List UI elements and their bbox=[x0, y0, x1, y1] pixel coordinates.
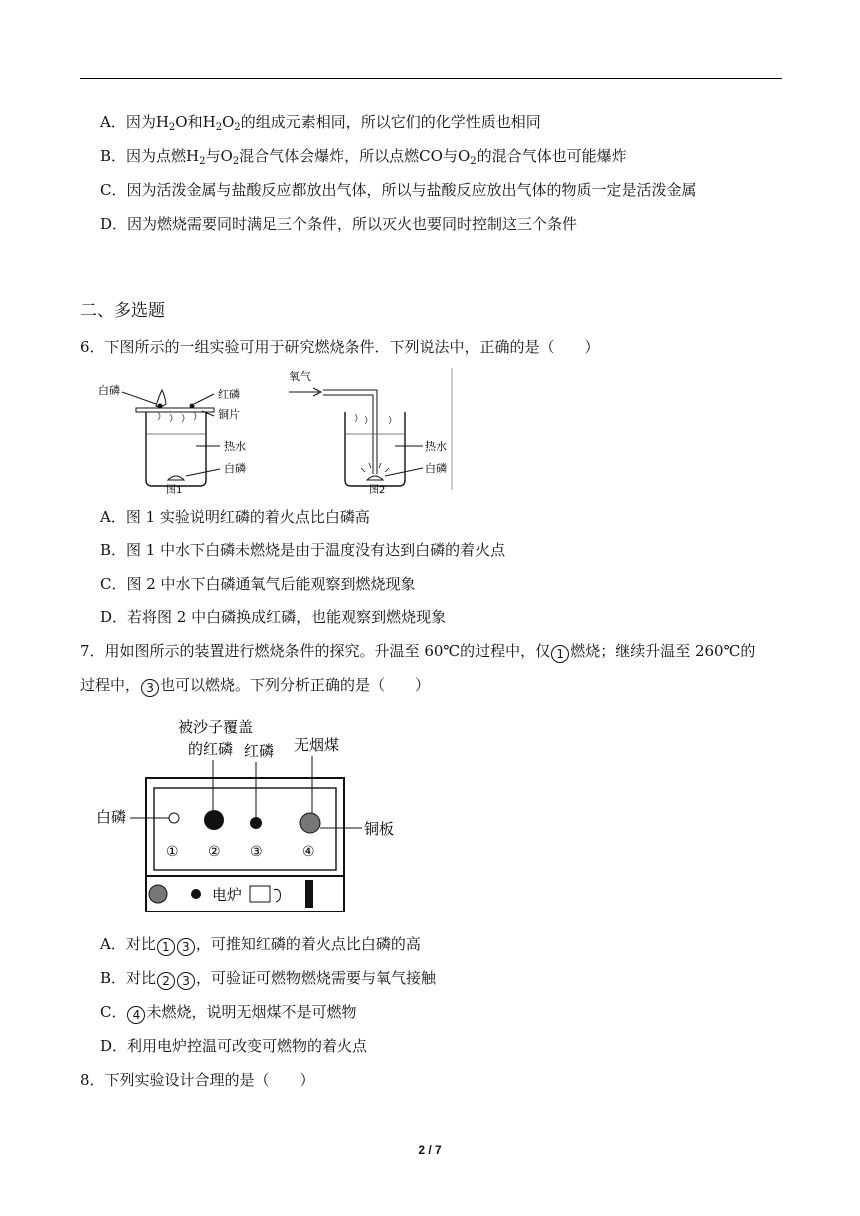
q5-option-b: B．因为点燃$H_2$与$O_2$混合气体会爆炸，所以点燃CO与$O_2$的混合气体也可能爆炸 bbox=[100, 147, 627, 167]
q5-option-d: D．因为燃烧需要同时满足三个条件，所以灭火也要同时控制这三个条件 bbox=[100, 215, 578, 233]
q7-option-d: D．利用电炉控温可改变可燃物的着火点 bbox=[100, 1037, 368, 1055]
q5-option-a: A．因为$H_2O$和$H_2O_2$的组成元素相同，所以它们的化学性质也相同 bbox=[100, 113, 541, 133]
red-phosphorus-dot bbox=[190, 404, 195, 409]
smokeless-coal-sample bbox=[300, 813, 320, 833]
svg-text:图1: 图1 bbox=[166, 485, 183, 494]
svg-text:红磷: 红磷 bbox=[244, 742, 275, 760]
svg-text:红磷: 红磷 bbox=[218, 388, 240, 401]
circled-number: 1 bbox=[551, 645, 569, 663]
q7-option-c: C． 4 未燃烧，说明无烟煤不是可燃物 bbox=[100, 1003, 357, 1022]
q5-option-c: C．因为活泼金属与盐酸反应都放出气体，所以与盐酸反应放出气体的物质一定是活泼金属 bbox=[100, 181, 697, 199]
white-phosphorus-sample bbox=[169, 813, 179, 823]
svg-text:热水: 热水 bbox=[425, 440, 447, 453]
svg-text:电炉: 电炉 bbox=[212, 886, 243, 904]
svg-text:图2: 图2 bbox=[369, 485, 386, 494]
section-heading: 二、多选题 bbox=[80, 301, 165, 321]
q8-stem: 8．下列实验设计合理的是（ ） bbox=[80, 1071, 315, 1089]
sand-covered-red-phosphorus-sample bbox=[204, 810, 224, 830]
q6-option-b: B．图 1 中水下白磷未燃烧是由于温度没有达到白磷的着火点 bbox=[100, 541, 506, 559]
q7-stem-line1: 7．用如图所示的装置进行燃烧条件的探究。升温至 60℃的过程中，仅 1 燃烧；继续升温至 260℃的 bbox=[80, 642, 756, 661]
white-phosphorus-dot bbox=[158, 404, 163, 409]
red-phosphorus-sample bbox=[250, 817, 262, 829]
switch-icon bbox=[305, 880, 313, 908]
svg-text:②: ② bbox=[208, 844, 221, 860]
q6-stem: 6．下图所示的一组实验可用于研究燃烧条件．下列说法中，正确的是（ ） bbox=[80, 338, 600, 356]
q6-figure-1 bbox=[96, 368, 266, 498]
circled-number: 3 bbox=[141, 679, 159, 697]
q6-option-a: A．图 1 实验说明红磷的着火点比白磷高 bbox=[100, 508, 370, 526]
svg-text:①: ① bbox=[166, 844, 179, 860]
svg-text:铜片: 铜片 bbox=[218, 408, 240, 421]
page-number: 2 / 7 bbox=[418, 1143, 442, 1157]
svg-text:白磷: 白磷 bbox=[98, 384, 120, 397]
svg-text:白磷: 白磷 bbox=[224, 462, 246, 475]
svg-text:白磷: 白磷 bbox=[425, 462, 447, 475]
q7-stem-line2: 过程中， 3 也可以燃烧。下列分析正确的是（ ） bbox=[80, 676, 431, 695]
display-icon bbox=[250, 886, 270, 902]
oxygen-tube bbox=[323, 390, 377, 474]
svg-text:④: ④ bbox=[302, 844, 315, 860]
q6-figure-2 bbox=[285, 368, 455, 498]
svg-text:被沙子覆盖: 被沙子覆盖 bbox=[178, 718, 254, 736]
q6-option-c: C．图 2 中水下白磷通氧气后能观察到燃烧现象 bbox=[100, 575, 416, 593]
q7-option-b: B．对比 2 3 ，可验证可燃物燃烧需要与氧气接触 bbox=[100, 969, 437, 988]
header-rule bbox=[80, 78, 782, 79]
svg-text:铜板: 铜板 bbox=[364, 820, 395, 838]
svg-text:氧气: 氧气 bbox=[289, 370, 311, 383]
beaker-2 bbox=[345, 412, 405, 486]
q6-option-d: D．若将图 2 中白磷换成红磷，也能观察到燃烧现象 bbox=[100, 608, 447, 626]
svg-text:白磷: 白磷 bbox=[96, 808, 127, 826]
svg-text:③: ③ bbox=[250, 844, 263, 860]
stove-knob-icon bbox=[149, 885, 167, 903]
svg-text:热水: 热水 bbox=[224, 440, 246, 453]
indicator-light-icon bbox=[191, 889, 201, 899]
sparks-icon bbox=[361, 463, 389, 472]
svg-text:的红磷: 的红磷 bbox=[188, 740, 234, 758]
q7-figure bbox=[96, 712, 416, 916]
beaker-1 bbox=[146, 412, 206, 486]
q7-option-a: A．对比 1 3 ，可推知红磷的着火点比白磷的高 bbox=[100, 935, 421, 954]
svg-text:无烟煤: 无烟煤 bbox=[294, 736, 340, 754]
